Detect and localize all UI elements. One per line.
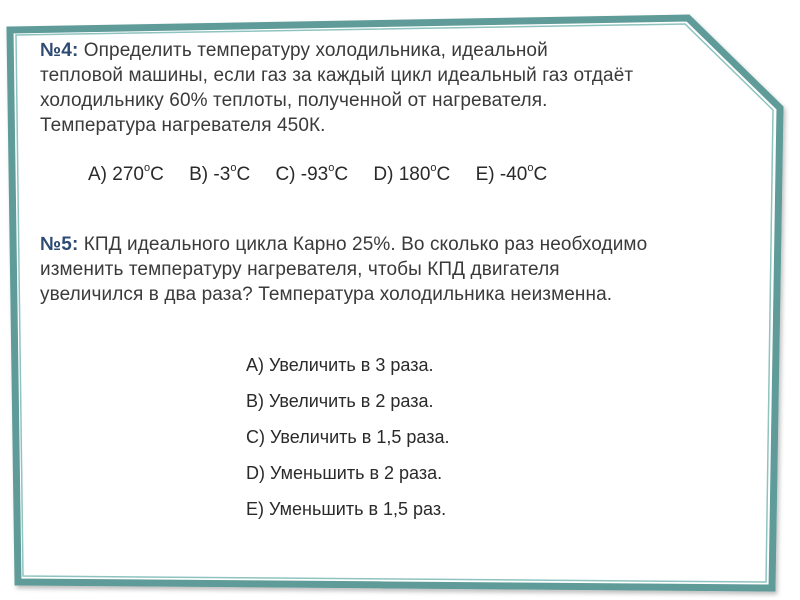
problem-5-answer-d: D) Уменьшить в 2 раза. bbox=[246, 463, 443, 483]
problem-5-answer-e: E) Уменьшить в 1,5 раз. bbox=[246, 499, 447, 519]
problem-4-line-2: тепловой машины, если газ за каждый цикл идеальный газ отдаёт bbox=[40, 65, 634, 86]
problem-5-line-1: №5: КПД идеального цикла Карно 25%. Во сколько раз необходимо bbox=[40, 234, 648, 255]
problem-5-line-3: увеличился в два раза? Температура холодильника неизменна. bbox=[40, 284, 613, 305]
problem-4-answer-e: E) -40$^o$C bbox=[475, 162, 548, 185]
problem-4-answer-a: A) 270$^o$C bbox=[88, 162, 164, 185]
problem-5-number: №5: bbox=[40, 234, 79, 255]
problem-5-line-2: изменить температуру нагревателя, чтобы КПД двигателя bbox=[40, 259, 560, 280]
problem-5-answers bbox=[246, 352, 449, 532]
problem-4-answer-c: C) -93$^o$C bbox=[275, 162, 349, 185]
problem-4-answer-b: B) -3$^o$C bbox=[189, 162, 251, 185]
problem-4-line-1: №4: Определить температуру холодильника, идеальной bbox=[40, 40, 548, 61]
problem-4-text bbox=[40, 38, 760, 138]
problem-4-number: №4: bbox=[40, 40, 79, 61]
problem-4-line-4: Температура нагревателя 450К. bbox=[40, 115, 326, 136]
problem-5-text bbox=[40, 232, 760, 307]
problem-5-answer-b: B) Увеличить в 2 раза. bbox=[246, 391, 434, 411]
problem-5-answer-a: A) Увеличить в 3 раза. bbox=[246, 355, 434, 375]
problem-5-answer-c: C) Увеличить в 1,5 раза. bbox=[246, 427, 450, 447]
problem-4-answer-d: D) 180$^o$C bbox=[373, 162, 451, 185]
problem-4-line-3: холодильнику 60% теплоты, полученной от нагревателя. bbox=[40, 90, 548, 111]
problem-4-answers bbox=[88, 164, 547, 186]
